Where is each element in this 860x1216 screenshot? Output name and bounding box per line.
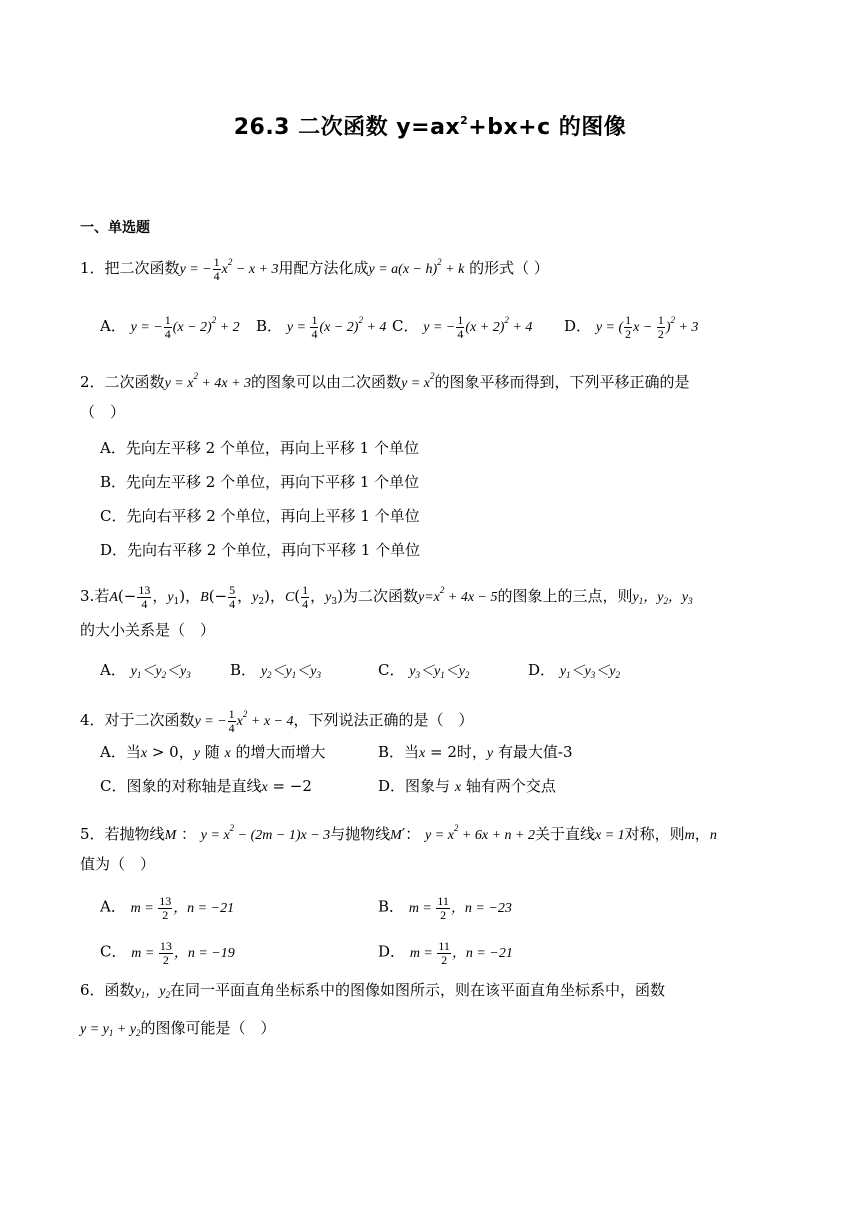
formula: M (164, 828, 177, 843)
option-label: C． (378, 661, 405, 679)
option-text: B．当 (378, 743, 420, 761)
formula: $y = x^2 + 6x + n + 2$ (425, 823, 535, 843)
question-text: 若抛物线 (104, 825, 165, 843)
option-a[interactable] (100, 895, 234, 922)
option-label: A． (100, 661, 126, 679)
question-6-end (80, 1018, 276, 1043)
formula: $y_1<y_2<y_3$ (130, 664, 191, 680)
question-text: 把二次函数 (104, 259, 180, 277)
question-text: 对于二次函数 (104, 711, 195, 729)
option-label: D． (378, 942, 406, 961)
option-label: A． (100, 897, 126, 916)
option-a[interactable]: A．当x > 0，y 随 x 的增大而增大 (100, 743, 326, 761)
option-a[interactable]: A．先向左平移 2 个单位，再向上平移 1 个单位 (100, 439, 419, 457)
question-number: 2． (80, 373, 105, 391)
option-c[interactable] (100, 940, 235, 967)
question-text: 在同一平面直角坐标系中的图像如图所示，则在该平面直角坐标系中，函数 (170, 981, 666, 999)
question-text: 的图象平移而得到，下列平移正确的是 (434, 373, 690, 391)
title-text: 26.3 二次函数 y=ax (233, 115, 461, 140)
option-label: A． (100, 317, 126, 335)
formula: x = 1 (594, 828, 625, 843)
formula: y = ( $\frac{1}{2}$ x − $\frac{1}{2}$ )$^2$ + 3 (595, 313, 699, 342)
formula: $y = a(x - h)^2 + k$ (368, 257, 465, 277)
section-heading: 一、单选题 (80, 220, 150, 236)
question-number: 3. (80, 587, 95, 605)
question-text: ，下列说法正确的是（ ） (293, 711, 474, 729)
question-2 (80, 366, 689, 394)
question-text: 的图象上的三点，则 (497, 587, 633, 605)
option-b[interactable] (378, 895, 512, 922)
option-text: 随 (204, 743, 220, 761)
option-label: C． (392, 317, 419, 335)
option-text: 的增大而增大 (235, 743, 326, 761)
question-6 (80, 980, 665, 1005)
formula: y = − $\frac{1}{4}$ $x^2 - x + 3$ (179, 255, 279, 284)
question-text: 函数 (104, 981, 135, 999)
question-text: 与抛物线 (330, 825, 391, 843)
formula: $y_3<y_1<y_2$ (409, 664, 470, 680)
option-c[interactable]: C．先向右平移 2 个单位，再向上平移 1 个单位 (100, 507, 420, 525)
title-text-end: +bx+c 的图像 (468, 115, 627, 140)
option-text: D．图象与 (378, 777, 451, 795)
option-label: D． (564, 317, 592, 335)
option-d[interactable]: D．先向右平移 2 个单位，再向下平移 1 个单位 (100, 541, 421, 559)
question-5-end: 值为（ ） (80, 855, 156, 873)
question-2-paren: （ ） (80, 403, 126, 421)
option-b[interactable]: B．先向左平移 2 个单位，再向下平移 1 个单位 (100, 473, 420, 491)
option-d[interactable] (528, 660, 620, 685)
option-a[interactable] (100, 310, 240, 341)
option-a[interactable] (100, 660, 191, 685)
question-text: 的图象可以由二次函数 (251, 373, 402, 391)
formula: m = $\frac{11}{2}$ ，n = −21 (409, 939, 513, 967)
option-b[interactable]: B．当x = 2时，y 有最大值-3 (378, 743, 573, 761)
title-superscript: 2 (460, 114, 469, 127)
option-label: D． (528, 661, 556, 679)
option-d[interactable] (564, 310, 698, 341)
question-3-end: 的大小关系是（ ） (80, 621, 216, 639)
option-b[interactable] (230, 660, 321, 685)
question-text: 关于直线 (534, 825, 595, 843)
option-text: A．当 (100, 743, 141, 761)
question-text: 为二次函数 (342, 587, 418, 605)
formula: $y = x^2 - (2m - 1)x - 3$ (200, 823, 331, 843)
formula: $y=x^2 + 4x - 5$ (418, 585, 498, 605)
question-1 (80, 252, 549, 283)
formula: m = $\frac{11}{2}$ ，n = −23 (408, 894, 512, 922)
page-title (0, 110, 860, 141)
question-text: 若 (94, 587, 110, 605)
formula: M (390, 828, 402, 843)
formula: y = − $\frac{1}{4}$ $(x - 2)^2 + 2$ (130, 313, 240, 342)
formula: y = − $\frac{1}{4}$ $(x + 2)^2 + 4$ (423, 313, 533, 342)
question-5: 5．若抛物线M ： $y = x^2 - (2m - 1)x - 3$与抛物线M′： $y = x^2 + 6x + n + 2$关于直线x = 1对称，则m，n (80, 823, 717, 843)
question-text: 对称，则 (624, 825, 685, 843)
question-text: 的形式（ ） (469, 259, 549, 277)
question-3: 3.若A(− $\frac{13}{4}$ ，$y_1$)，B(− $\frac{5}{4}$ ，$y_2$)，C( $\frac{1}{4}$ ，$y_3$)为二次函数$y=x^2 + 4x - 5$的图象上的三点，则$y_1$，$y_2$，$y_3$ (80, 582, 693, 611)
formula: $y_2<y_1<y_3$ (260, 664, 321, 680)
option-text: C．图象的对称轴是直线 (100, 777, 262, 795)
option-label: C． (100, 942, 127, 961)
formula: A (109, 590, 118, 605)
formula: $y = x^2 + 4x + 3$ (164, 371, 252, 391)
option-b[interactable] (256, 310, 386, 341)
formula: m = $\frac{13}{2}$ ，n = −21 (130, 894, 235, 922)
question-number: 6． (80, 981, 105, 999)
option-d[interactable]: D．图象与 x 轴有两个交点 (378, 777, 556, 795)
option-label: B． (230, 661, 257, 679)
question-text: 的图像可能是（ ） (140, 1019, 276, 1037)
option-text: 有最大值-3 (497, 743, 573, 761)
formula: y = $\frac{1}{4}$ $(x - 2)^2 + 4$ (286, 313, 387, 342)
option-text: ， (178, 743, 194, 761)
option-c[interactable] (378, 660, 469, 685)
formula: $y_1<y_3<y_2$ (559, 664, 620, 680)
option-label: B． (378, 897, 405, 916)
question-text: 二次函数 (104, 373, 165, 391)
question-number: 4． (80, 711, 105, 729)
question-number: 1． (80, 259, 105, 277)
option-d[interactable] (378, 940, 513, 967)
formula: $y = y_1 + y_2$ (80, 1022, 141, 1038)
question-4 (80, 704, 474, 735)
option-text: 时， (456, 743, 487, 761)
option-label: B． (256, 317, 283, 335)
question-text: 用配方法化成 (278, 259, 369, 277)
formula: $y = x^2$ (401, 371, 435, 391)
formula: y = − $\frac{1}{4}$ $x^2 + x - 4$ (194, 707, 294, 736)
formula: $y_1$，$y_2$ (134, 984, 170, 1000)
option-text: 轴有两个交点 (465, 777, 556, 795)
option-c[interactable] (392, 310, 532, 341)
question-number: 5． (80, 825, 105, 843)
formula: $y_1$，$y_2$，$y_3$ (632, 590, 693, 606)
formula: m = $\frac{13}{2}$ ，n = −19 (131, 939, 235, 967)
option-c[interactable]: C．图象的对称轴是直线x = −2 (100, 777, 312, 795)
